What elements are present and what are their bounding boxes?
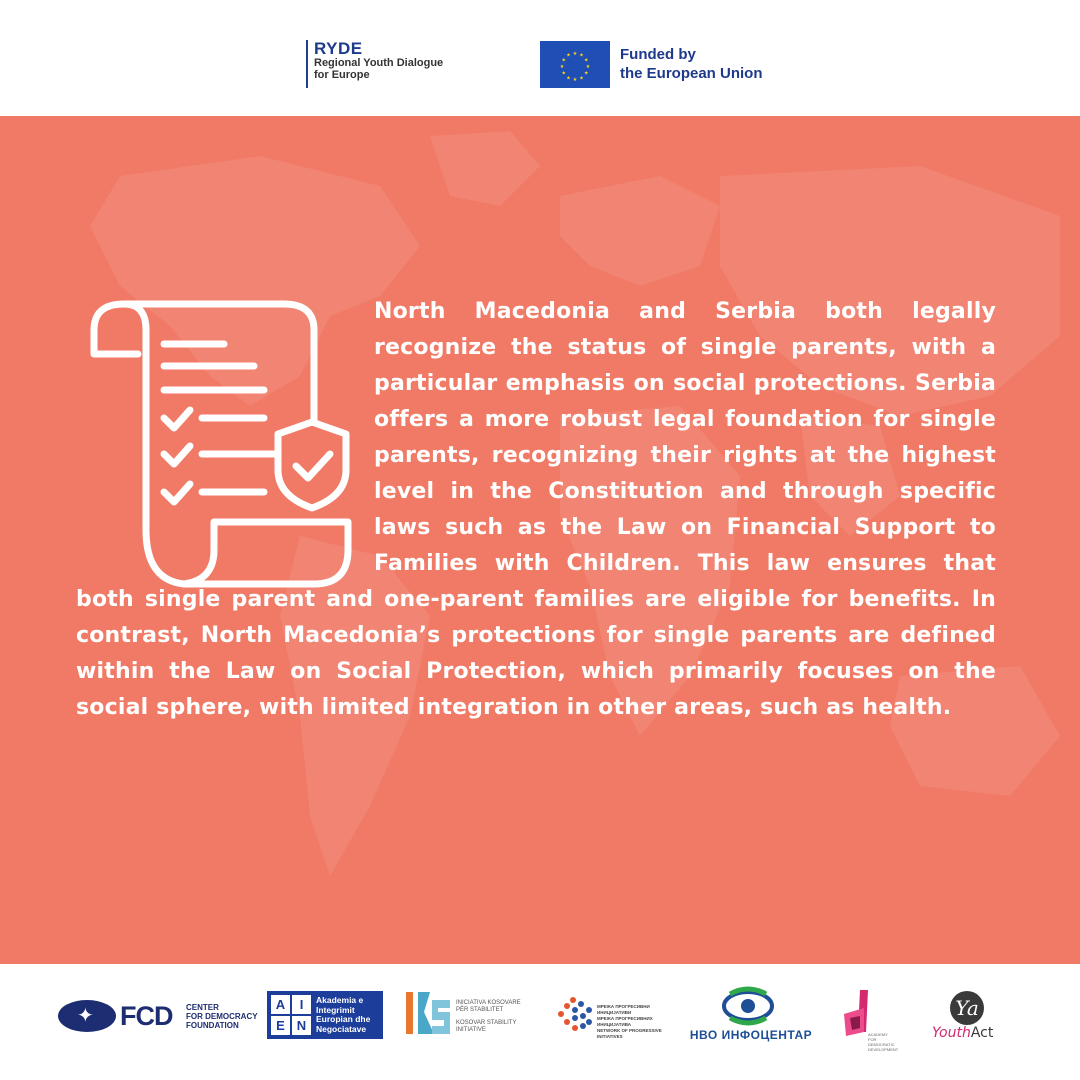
ryde-subtitle-line2: for Europe xyxy=(314,69,370,81)
ryde-subtitle-line1: Regional Youth Dialogue xyxy=(314,57,444,69)
fcd-letters: FCD xyxy=(120,1001,173,1031)
nvo-name: НВО ИНФОЦЕНТАР xyxy=(689,1028,813,1042)
svg-text:★: ★ xyxy=(561,57,566,64)
icon-spacer xyxy=(76,294,374,580)
npi-line3: NETWORK OF PROGRESSIVE INITIATIVES xyxy=(597,1028,662,1039)
npi-logo xyxy=(553,994,663,1039)
aien-cell: E xyxy=(271,1016,290,1035)
npi-line2: МРЕЖА ПРОГРЕСИВНИХ ИНИЦИЈАТИВА xyxy=(597,1016,653,1027)
ya-act: Act xyxy=(970,1025,994,1041)
npi-dots-icon xyxy=(553,994,597,1034)
fcd-star-icon xyxy=(58,1000,116,1032)
nvo-eye-icon xyxy=(686,986,816,1026)
svg-text:★: ★ xyxy=(579,52,584,59)
iks-name xyxy=(456,1000,521,1034)
academy-line4: DEVELOPMENT xyxy=(868,1047,899,1052)
iks-line2: PËR STABILITET xyxy=(456,1007,504,1013)
svg-text:★: ★ xyxy=(584,70,589,77)
aien-cell: I xyxy=(292,995,311,1014)
fcd-logo xyxy=(58,996,258,1036)
iks-line1: INICIATIVA KOSOVARE xyxy=(456,1000,521,1006)
svg-text:★: ★ xyxy=(572,51,578,57)
youthact-wordmark xyxy=(932,1025,993,1041)
academy-line1: ACADEMY xyxy=(868,1032,888,1037)
iks-mark-icon xyxy=(404,988,452,1040)
svg-text:★: ★ xyxy=(561,70,566,77)
fcd-line2: FOR DEMOCRACY xyxy=(186,1012,258,1021)
eu-flag-icon xyxy=(540,41,610,88)
svg-text:★: ★ xyxy=(572,77,578,83)
ryde-title: RYDE xyxy=(314,39,363,58)
svg-text:★: ★ xyxy=(579,75,584,82)
header xyxy=(0,0,1080,116)
svg-text:★: ★ xyxy=(566,75,571,82)
npi-name xyxy=(597,1004,663,1040)
aien-cell: A xyxy=(271,995,290,1014)
iks-logo xyxy=(404,988,534,1040)
fcd-line1: CENTER xyxy=(186,1003,219,1012)
svg-text:★: ★ xyxy=(585,64,591,70)
aien-line1: Akademia e xyxy=(316,995,364,1005)
youthact-logo xyxy=(928,988,1014,1048)
ya-youth: Youth xyxy=(932,1025,971,1041)
ya-mark: Ya xyxy=(950,991,984,1025)
aien-name xyxy=(316,996,370,1034)
fcd-subtitle xyxy=(186,1003,258,1030)
body-text: North Macedonia and Serbia both legally recognize the status of single parents, with a particular emphasis on social protections. Serbia offers a more robust legal foundation for single parents, recognizing their rights at the highest level in the Constitution and through specific laws such as the Law on Financial Support to Families with Children. This law ensures that both single parent and one-parent families are eligible for benefits. In contrast, North Macedonia’s protections for single parents are defined within the Law on Social Protection, which primarily focuses on the social sphere, with limited integration in other areas, such as health. xyxy=(76,299,996,720)
npi-line1: МРЕЖА ПРОГРЕСИВНИ ИНИЦИЈАТИВИ xyxy=(597,1004,650,1015)
aien-line2: Integrimit xyxy=(316,1004,355,1015)
ryde-logo xyxy=(306,40,443,88)
eu-funding-statement xyxy=(620,45,763,83)
academy-mark-icon xyxy=(840,988,880,1038)
iks-line3: KOSOVAR STABILITY xyxy=(456,1020,517,1026)
academy-logo xyxy=(840,988,900,1052)
svg-text:★: ★ xyxy=(559,64,565,70)
aien-cell: N xyxy=(292,1016,311,1035)
svg-text:★: ★ xyxy=(566,52,571,59)
aien-logo xyxy=(267,991,383,1039)
academy-line3: DEMOCRATIC xyxy=(868,1042,895,1047)
academy-line2: FOR xyxy=(868,1037,877,1042)
eu-line1: Funded by xyxy=(620,46,696,63)
fcd-line3: FOUNDATION xyxy=(186,1021,239,1030)
aien-line4: Negociatave xyxy=(316,1023,367,1034)
aien-line3: Europian dhe xyxy=(316,1014,371,1024)
iks-line4: INITIATIVE xyxy=(456,1027,486,1033)
aien-grid xyxy=(271,995,311,1035)
partner-logos-footer xyxy=(0,964,1080,1080)
eu-line2: the European Union xyxy=(620,65,763,82)
nvo-infocentar-logo xyxy=(686,986,816,1046)
main-panel xyxy=(0,116,1080,964)
body-paragraph xyxy=(76,294,996,726)
academy-name xyxy=(868,1032,898,1052)
svg-text:★: ★ xyxy=(584,57,589,64)
